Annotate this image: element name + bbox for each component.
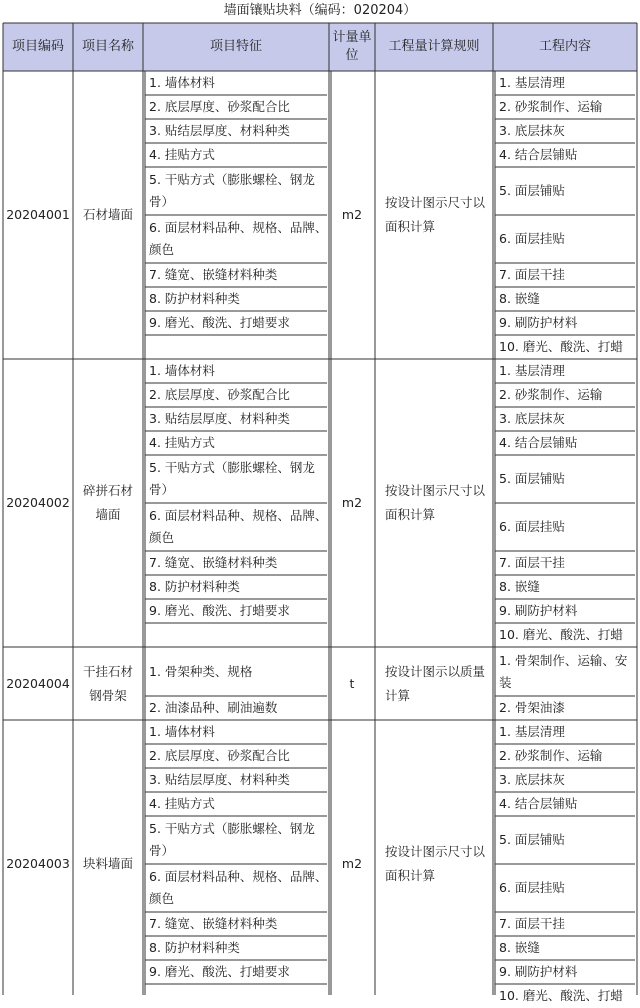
content-item: 9. 刷防护材料 [499,964,578,979]
content-item: 7. 面层干挂 [499,267,565,282]
feature-item [143,984,329,1008]
content-item: 5. 面层铺贴 [499,832,565,847]
content-item: 7. 面层干挂 [499,916,565,931]
content-item: 6. 面层挂贴 [499,519,565,534]
feature-item: 8. 防护材料种类 [149,291,240,306]
crushed-stone-wall-code: 20204002 [6,495,70,510]
content-item: 4. 结合层铺贴 [499,796,578,811]
feature-item: 5. 干贴方式（膨胀螺栓、钢龙骨） [149,821,315,858]
content-item: 2. 砂浆制作、运输 [499,99,603,114]
feature-item: 7. 缝宽、嵌缝材料种类 [149,555,278,570]
feature-item: 2. 油漆品种、刷油遍数 [149,700,278,715]
feature-item: 9. 磨光、酸洗、打蜡要求 [149,603,290,618]
content-item: 9. 刷防护材料 [499,603,578,618]
content-item: 5. 面层铺贴 [499,471,565,486]
block-wall-name: 块料墙面 [82,856,133,871]
crushed-stone-wall-name: 碎拼石材墙面 [82,483,133,522]
feature-item: 5. 干贴方式（膨胀螺栓、钢龙骨） [149,172,315,209]
feature-item: 9. 磨光、酸洗、打蜡要求 [149,315,290,330]
feature-item: 8. 防护材料种类 [149,579,240,594]
feature-item: 4. 挂贴方式 [149,796,215,811]
content-item: 2. 砂浆制作、运输 [499,387,603,402]
content-item: 10. 磨光、酸洗、打蜡 [499,988,623,1003]
table-title: 墙面镶贴块料（编码：020204） [223,3,417,18]
crushed-stone-wall-rule: 按设计图示尺寸以面积计算 [385,483,486,522]
stone-wall-rule: 按设计图示尺寸以面积计算 [385,195,486,234]
feature-item: 1. 墙体材料 [149,75,215,90]
header-rule: 工程量计算规则 [375,23,493,71]
feature-item: 3. 贴结层厚度、材料种类 [149,411,290,426]
feature-item: 9. 磨光、酸洗、打蜡要求 [149,964,290,979]
content-item: 3. 底层抹灰 [499,411,565,426]
stone-wall-code: 20204001 [6,207,70,222]
feature-item: 1. 墙体材料 [149,363,215,378]
content-item: 8. 嵌缝 [499,579,540,594]
feature-item: 8. 防护材料种类 [149,940,240,955]
content-item: 8. 嵌缝 [499,291,540,306]
content-item: 3. 底层抹灰 [499,123,565,138]
header-content: 工程内容 [493,23,637,71]
header-code: 项目编码 [3,23,73,71]
feature-item: 3. 贴结层厚度、材料种类 [149,772,290,787]
feature-item: 5. 干贴方式（膨胀螺栓、钢龙骨） [149,460,315,497]
crushed-stone-wall-unit: m2 [341,495,363,510]
feature-item: 6. 面层材料品种、规格、品牌、颜色 [149,869,328,906]
feature-item: 2. 底层厚度、砂浆配合比 [149,748,290,763]
content-item: 10. 磨光、酸洗、打蜡 [499,339,623,354]
feature-item: 1. 骨架种类、规格 [149,663,253,679]
block-wall-unit: m2 [341,856,363,871]
feature-item: 6. 面层材料品种、规格、品牌、颜色 [149,508,328,545]
feature-item: 2. 底层厚度、砂浆配合比 [149,99,290,114]
content-item: 1. 基层清理 [499,363,565,378]
block-wall-rule: 按设计图示尺寸以面积计算 [385,844,486,883]
stone-wall-name: 石材墙面 [82,207,133,222]
feature-item: 3. 贴结层厚度、材料种类 [149,123,290,138]
feature-item: 7. 缝宽、嵌缝材料种类 [149,267,278,282]
header-features: 项目特征 [143,23,329,71]
steel-frame-unit: t [349,675,355,691]
header-unit: 计量单位 [329,23,375,71]
content-item: 9. 刷防护材料 [499,315,578,330]
content-item: 3. 底层抹灰 [499,772,565,787]
feature-item: 2. 底层厚度、砂浆配合比 [149,387,290,402]
content-item: 8. 嵌缝 [499,940,540,955]
content-item: 6. 面层挂贴 [499,231,565,246]
content-item: 6. 面层挂贴 [499,880,565,895]
feature-item: 1. 墙体材料 [149,724,215,739]
content-item: 7. 面层干挂 [499,555,565,570]
feature-item: 6. 面层材料品种、规格、品牌、颜色 [149,220,328,257]
steel-frame-rule: 按设计图示以质量计算 [385,663,486,703]
feature-item [143,623,329,647]
content-item: 4. 结合层铺贴 [499,435,578,450]
feature-item: 7. 缝宽、嵌缝材料种类 [149,916,278,931]
block-wall-code: 20204003 [6,856,70,871]
header-name: 项目名称 [73,23,143,71]
content-item: 5. 面层铺贴 [499,183,565,198]
content-item: 2. 砂浆制作、运输 [499,748,603,763]
steel-frame-name: 干挂石材钢骨架 [82,663,133,703]
content-item: 1. 基层清理 [499,724,565,739]
content-item: 10. 磨光、酸洗、打蜡 [499,627,623,642]
content-item: 1. 骨架制作、运输、安装 [499,652,628,690]
content-item: 2. 骨架油漆 [499,700,565,715]
content-item: 4. 结合层铺贴 [499,147,578,162]
feature-item: 4. 挂贴方式 [149,435,215,450]
feature-item: 4. 挂贴方式 [149,147,215,162]
feature-item [143,335,329,359]
content-item: 1. 基层清理 [499,75,565,90]
steel-frame-code: 20204004 [6,675,70,691]
stone-wall-unit: m2 [341,207,363,222]
